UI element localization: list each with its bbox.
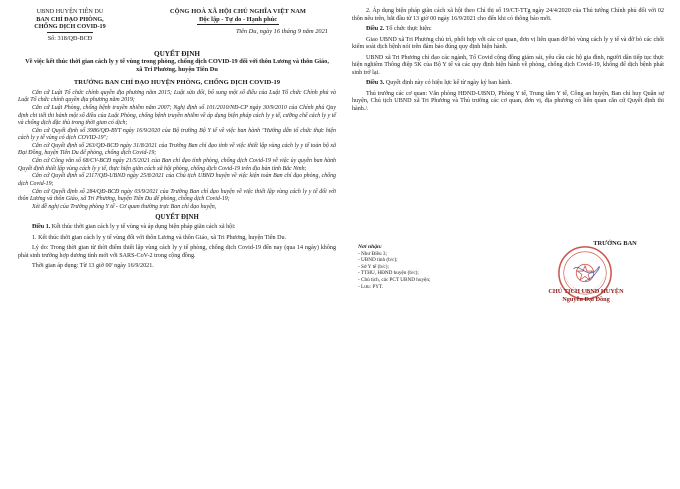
article-2-text: Tổ chức thực hiện: [384,26,432,32]
article-1-item-2: 2. Áp dụng biện pháp giãn cách xã hội theo Chỉ thị số 19/CT-TTg ngày 24/4/2020 của Thủ tướng Chính phủ đối với 02 thôn nêu trên, bắt đầu từ 13 giờ 00 ngày 16/9/2021 cho đến khi có thông báo mới. [352,8,664,22]
article-3-text: Quyết định này có hiệu lực kể từ ngày ký ban hành. [384,80,512,86]
article-3-label: Điều 3. [366,80,385,86]
legal-basis-item: Căn cứ Quyết định số 2117/QĐ-UBND ngày 25/8/2021 của Chủ tịch UBND huyện về việc kiện toàn Ban chỉ đạo phòng, chống dịch Covid-19; [18,173,336,187]
left-column [18,8,336,274]
place-date: Tiên Du, ngày 16 tháng 9 năm 2021 [236,28,328,36]
national-header [140,8,336,42]
article-1-heading [18,224,336,232]
document-subtitle: Về việc kết thúc thời gian cách ly y tế vùng trong phòng, chống dịch COVID-19 đối với thôn Lương và thôn Giáo, xã Tri Phương, huyện Tiên Du [25,58,329,73]
legal-basis-item: Căn cứ Luật Phòng, chống bệnh truyền nhiễm năm 2007; Nghị định số 101/2010/NĐ-CP ngày 30/9/2010 của Chính phủ Quy định chi tiết thi hành một số điều của Luật Phòng, chống bệnh truyền nhiễm về áp dụng biện pháp cách ly y tế, cưỡng chế cách ly y tế và chống dịch đặc thù trong thời gian có dịch; [18,105,336,126]
article-1-reason: Lý do: Trong thời gian từ thời điểm thiết lập vùng cách ly y tế phòng, chống dịch Covid-19 đến nay (qua 14 ngày) không phát sinh trường hợp dương tính mới với SARS-CoV-2 trong cộng đồng. [18,245,336,259]
legal-basis-item: Căn cứ Luật Tổ chức chính quyền địa phương năm 2015; Luật sửa đổi, bổ sung một số điều của Luật Tổ chức Chính phủ và Luật Tổ chức chính quyền địa phương năm 2019; [18,90,336,104]
document-number: Số: 318/QĐ-BCĐ [47,34,93,42]
article-1-text: Kết thúc thời gian cách ly y tế vùng và áp dụng biện pháp giãn cách xã hội: [50,224,236,231]
article-1-apply-time: Thời gian áp dụng: Từ 13 giờ 00' ngày 16/9/2021. [32,263,154,270]
national-motto: Độc lập - Tự do - Hạnh phúc [198,15,278,23]
decision-heading: QUYẾT ĐỊNH [155,214,199,222]
signer-title: TRƯỞNG BAN [593,240,637,247]
article-1-item-1: 1. Kết thúc thời gian cách ly y tế vùng đối với thôn Lương và thôn Giáo, xã Tri Phương, huyện Tiên Du. [32,234,287,241]
legal-basis-item: Căn cứ Quyết định số 3986/QĐ-BYT ngày 16/9/2020 của Bộ trưởng Bộ Y tế về việc ban hành "Hướng dẫn tổ chức thực hiện cách ly y tế vùng có dịch COVID-19"; [18,127,336,142]
recipient-item: - Lưu: PYT. [358,283,384,290]
issuing-authority-title: TRƯỞNG BAN CHỈ ĐẠO HUYỆN PHÒNG, CHỐNG DỊCH COVID-19 [73,79,281,87]
header-rule-right [197,24,279,25]
recipient-item: - TTHU, HĐND huyện (b/c); [358,270,419,277]
signature-zone [352,240,664,330]
org-line-3: CHỐNG DỊCH COVID-19 [34,23,106,31]
legal-basis-item: Căn cứ Quyết định số 284/QĐ-BCĐ ngày 03/9/2021 của Trưởng Ban chỉ đạo huyện về việc thiết lập vùng cách ly y tế đối với thôn Lương và thôn Giáo, xã Tri Phương, huyện Tiên Du để phòng, chống dịch Covid-19; [18,188,336,202]
recipient-item: - Như Điều 3; [358,250,387,257]
signature-block [508,240,664,303]
article-1 [18,224,336,271]
issuing-authority [18,8,122,42]
recipients-list [358,244,480,290]
recipients-label: Nơi nhận: [358,244,382,250]
org-line-2: BAN CHỈ ĐẠO PHÒNG, [36,15,104,23]
right-column [352,8,664,303]
article-2-para-b: UBND xã Tri Phương chỉ đạo các ngành, Tổ Covid cộng đồng giám sát, yêu cầu các hộ gia đình, người dân tiếp tục thực hiện nghiêm Thông điệp 5K của Bộ Y tế và các quy định hiện hành về phòng, chống dịch Covid-19, không để dịch bệnh phát sinh trở lại. [352,54,664,76]
legal-basis-item: Xét đề nghị của Trưởng phòng Y tế - Cơ quan thường trực Ban chỉ đạo huyện, [32,203,217,210]
article-3-heading [352,80,664,88]
header-rule-left [47,32,93,33]
article-3-para: Thủ trưởng các cơ quan: Văn phòng HĐND-UBND, Phòng Y tế, Trung tâm Y tế, Công an huyện, Ban chỉ huy Quân sự huyện, Chủ tịch UBND xã Tri Phương và Thủ trưởng các cơ quan, đơn vị, địa phương có liên quan căn cứ Quyết định thi hành./. [352,90,664,112]
legal-basis-item: Căn cứ Công văn số 68/CV-BCĐ ngày 21/5/2021 của Ban chỉ đạo tỉnh phòng, chống dịch Covid-19 về việc ủy quyền ban hành Quyết định thiết lập vùng cách ly y tế, thực hiện giãn cách xã hội phòng, chống dịch Covid-19 trên địa bàn tỉnh Bắc Ninh; [18,158,336,172]
article-2-label: Điều 2. [366,26,385,32]
document-header [18,8,336,42]
signer-name: Nguyễn Đại Đồng [562,296,610,303]
article-2-para-a: Giao UBND xã Tri Phương chủ trì, phối hợp với các cơ quan, đơn vị liên quan đỡ bỏ vùng cách ly y tế và đỡ bỏ các chốt kiểm soát dịch bệnh nói trên đảm bảo đúng quy định hiện hành. [352,36,664,50]
nation-name: CỘNG HOÀ XÃ HỘI CHỦ NGHĨA VIỆT NAM [169,8,307,15]
legal-basis-item: Căn cứ Quyết định số 263/QĐ-BCĐ ngày 31/8/2021 của Trưởng Ban chỉ đạo tỉnh về việc thiết lập vùng cách ly y tế toàn bộ xã Đại Đồng, huyện Tiên Du để phòng, chống dịch Covid-19; [18,143,336,157]
signer-position: CHỦ TỊCH UBND HUYỆN [548,288,624,295]
right-column-body [352,8,664,113]
article-2-heading [352,26,664,34]
org-line-1: UBND HUYỆN TIÊN DU [36,8,104,15]
recipient-item: - Sở Y tế (b/c); [358,263,389,270]
document-title: QUYẾT ĐỊNH [154,50,200,59]
recipient-item: - Chủ tịch, các PCT UBND huyện; [358,276,431,283]
legal-basis [18,90,336,211]
recipient-item: - UBND tỉnh (b/c); [358,257,398,264]
article-1-label: Điều 1. [32,224,51,231]
